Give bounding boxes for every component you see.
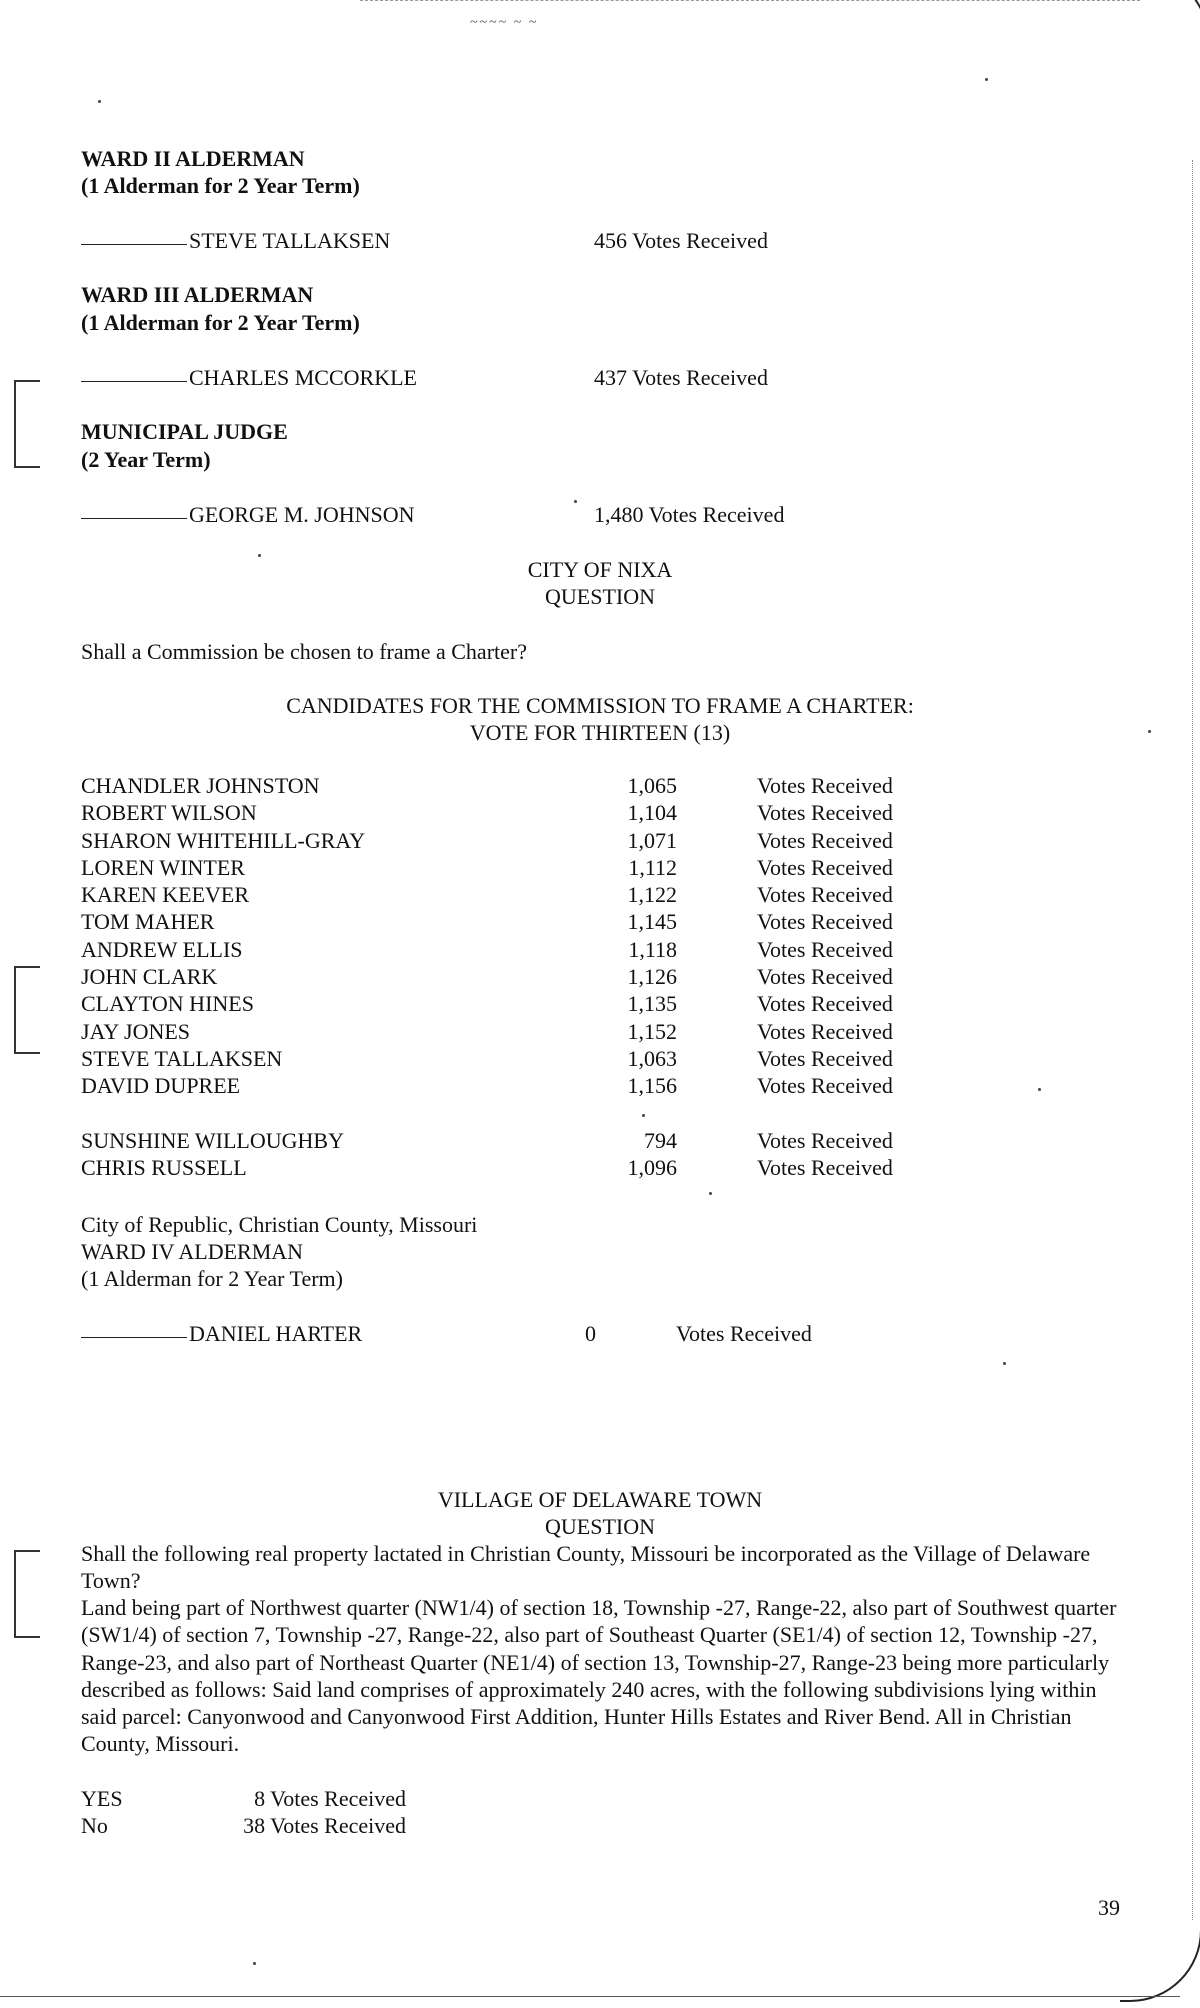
binder-hole-mark <box>14 380 40 468</box>
scan-right-edge <box>1192 160 1193 1920</box>
candidate-name: CHRIS RUSSELL <box>81 1154 247 1180</box>
candidate-name: SUNSHINE WILLOUGHBY <box>81 1127 344 1153</box>
blank-line <box>81 244 187 245</box>
republic-votes: 0 <box>585 1321 596 1346</box>
republic-title: WARD IV ALDERMAN <box>81 1239 304 1264</box>
delaware-no-votes: 38 Votes Received <box>243 1813 406 1838</box>
candidate-vote-label: Votes Received <box>757 991 893 1017</box>
candidate-votes: 1,071 <box>627 827 677 853</box>
candidate-name: CLAYTON HINES <box>81 991 254 1017</box>
candidate-vote-label: Votes Received <box>757 1018 893 1044</box>
candidate-name: SHARON WHITEHILL-GRAY <box>81 827 366 853</box>
speck <box>258 554 261 557</box>
nixa-question-label: QUESTION <box>545 584 655 609</box>
ward3-candidate: CHARLES MCCORKLE <box>189 365 417 390</box>
page-number: 39 <box>1098 1895 1120 1920</box>
ward3-candidate-line <box>81 364 417 392</box>
candidate-vote-label: Votes Received <box>757 964 893 990</box>
speck <box>1038 1088 1041 1091</box>
delaware-description: Land being part of Northwest quarter (NW1/4) of section 18, Township -27, Range-22, also part of Southwest quarter (SW1/4) of section 7, Township -27, Range-22, also part of Southeast Quarter (SE1/4) of section 12, Township -27, Range-23, and also part of Northeast Quarter (NE1/4) of section 13, Township-27, Range-23 being more particularly described as follows: Said land comprises of approximately 240 acres, with the following subdivisions lying within said parcel: Canyonwood and Canyonwood First Addition, Hunter Hills Estates and River Bend. All in Christian County, Missouri. <box>81 1595 1117 1757</box>
delaware-question: Shall the following real property lactated in Christian County, Missouri be incorporated as the Village of Delaware Town? <box>81 1541 1091 1594</box>
header-scribble: ~~~~ ~ ~ <box>470 15 539 30</box>
candidate-votes: 1,104 <box>627 800 677 826</box>
candidate-name: STEVE TALLAKSEN <box>81 1045 283 1071</box>
candidate-vote-label: Votes Received <box>757 1154 893 1180</box>
candidate-votes: 1,126 <box>627 964 677 990</box>
speck <box>709 1192 712 1195</box>
speck <box>253 1962 256 1965</box>
nixa-question: Shall a Commission be chosen to frame a Charter? <box>81 639 527 664</box>
candidate-votes: 1,156 <box>627 1073 677 1099</box>
delaware-village: VILLAGE OF DELAWARE TOWN <box>437 1487 763 1512</box>
candidate-vote-label: Votes Received <box>757 854 893 880</box>
republic-vote-label: Votes Received <box>676 1321 812 1346</box>
candidate-vote-label: Votes Received <box>757 800 893 826</box>
candidate-vote-label: Votes Received <box>757 936 893 962</box>
candidate-vote-label: Votes Received <box>757 1073 893 1099</box>
candidate-vote-label: Votes Received <box>757 773 893 798</box>
candidate-vote-label: Votes Received <box>757 827 893 853</box>
ward2-title: WARD II ALDERMAN <box>81 146 305 171</box>
delaware-yes-votes: 8 Votes Received <box>254 1786 406 1811</box>
nixa-candidates-heading: CANDIDATES FOR THE COMMISSION TO FRAME A CHARTER: <box>286 693 914 718</box>
scan-corner-top-right <box>1120 0 1200 52</box>
blank-line <box>81 381 187 382</box>
republic-location: City of Republic, Christian County, Missouri <box>81 1212 478 1237</box>
candidate-votes: 1,122 <box>627 882 677 908</box>
candidate-name: KAREN KEEVER <box>81 882 250 908</box>
ward2-term: (1 Alderman for 2 Year Term) <box>81 173 360 198</box>
candidate-name: LOREN WINTER <box>81 854 245 880</box>
candidate-vote-label: Votes Received <box>757 1127 893 1153</box>
judge-candidate-line <box>81 501 415 529</box>
judge-votes: 1,480 Votes Received <box>594 502 785 527</box>
candidate-vote-label: Votes Received <box>757 909 893 935</box>
candidate-name: CHANDLER JOHNSTON <box>81 773 320 798</box>
candidate-vote-label: Votes Received <box>757 1045 893 1071</box>
candidate-name: DAVID DUPREE <box>81 1073 241 1099</box>
republic-term: (1 Alderman for 2 Year Term) <box>81 1266 343 1291</box>
speck <box>1003 1362 1006 1365</box>
candidate-votes: 1,112 <box>628 854 677 880</box>
candidate-votes: 1,065 <box>627 773 677 798</box>
candidate-votes: 1,096 <box>627 1154 677 1180</box>
candidate-votes: 1,152 <box>627 1018 677 1044</box>
candidate-votes: 1,118 <box>628 936 677 962</box>
binder-hole-mark <box>14 966 40 1054</box>
speck <box>1148 730 1151 733</box>
binder-hole-mark <box>14 1550 40 1638</box>
scan-corner-bottom-right <box>1120 1930 1200 2002</box>
ward3-votes: 437 Votes Received <box>594 365 768 390</box>
scan-top-edge <box>360 0 1140 3</box>
speck <box>98 100 101 103</box>
scan-bottom-edge <box>0 1996 1180 1997</box>
candidate-votes: 794 <box>644 1127 677 1153</box>
delaware-no-label: No <box>81 1813 108 1838</box>
candidate-name: TOM MAHER <box>81 909 215 935</box>
republic-candidate-line <box>81 1320 362 1348</box>
ward3-term: (1 Alderman for 2 Year Term) <box>81 310 360 335</box>
ward2-votes: 456 Votes Received <box>594 228 768 253</box>
candidate-votes: 1,145 <box>627 909 677 935</box>
candidate-vote-label: Votes Received <box>757 882 893 908</box>
republic-candidate: DANIEL HARTER <box>189 1321 363 1346</box>
speck <box>574 500 577 503</box>
blank-line <box>81 1337 187 1338</box>
ward2-candidate: STEVE TALLAKSEN <box>189 228 391 253</box>
delaware-yes-label: YES <box>81 1786 123 1811</box>
blank-line <box>81 518 187 519</box>
candidate-name: JAY JONES <box>81 1018 191 1044</box>
judge-term: (2 Year Term) <box>81 447 211 472</box>
nixa-vote-for: VOTE FOR THIRTEEN (13) <box>469 720 731 745</box>
candidate-name: ANDREW ELLIS <box>81 936 243 962</box>
candidate-votes: 1,063 <box>627 1045 677 1071</box>
speck <box>642 1114 645 1117</box>
ward2-candidate-line <box>81 227 390 255</box>
candidate-name: ROBERT WILSON <box>81 800 257 826</box>
candidate-votes: 1,135 <box>627 991 677 1017</box>
delaware-question-label: QUESTION <box>545 1514 655 1539</box>
judge-candidate: GEORGE M. JOHNSON <box>189 502 415 527</box>
judge-title: MUNICIPAL JUDGE <box>81 419 288 444</box>
candidate-name: JOHN CLARK <box>81 964 218 990</box>
ward3-title: WARD III ALDERMAN <box>81 282 314 307</box>
speck <box>985 78 988 81</box>
nixa-city: CITY OF NIXA <box>527 557 673 582</box>
